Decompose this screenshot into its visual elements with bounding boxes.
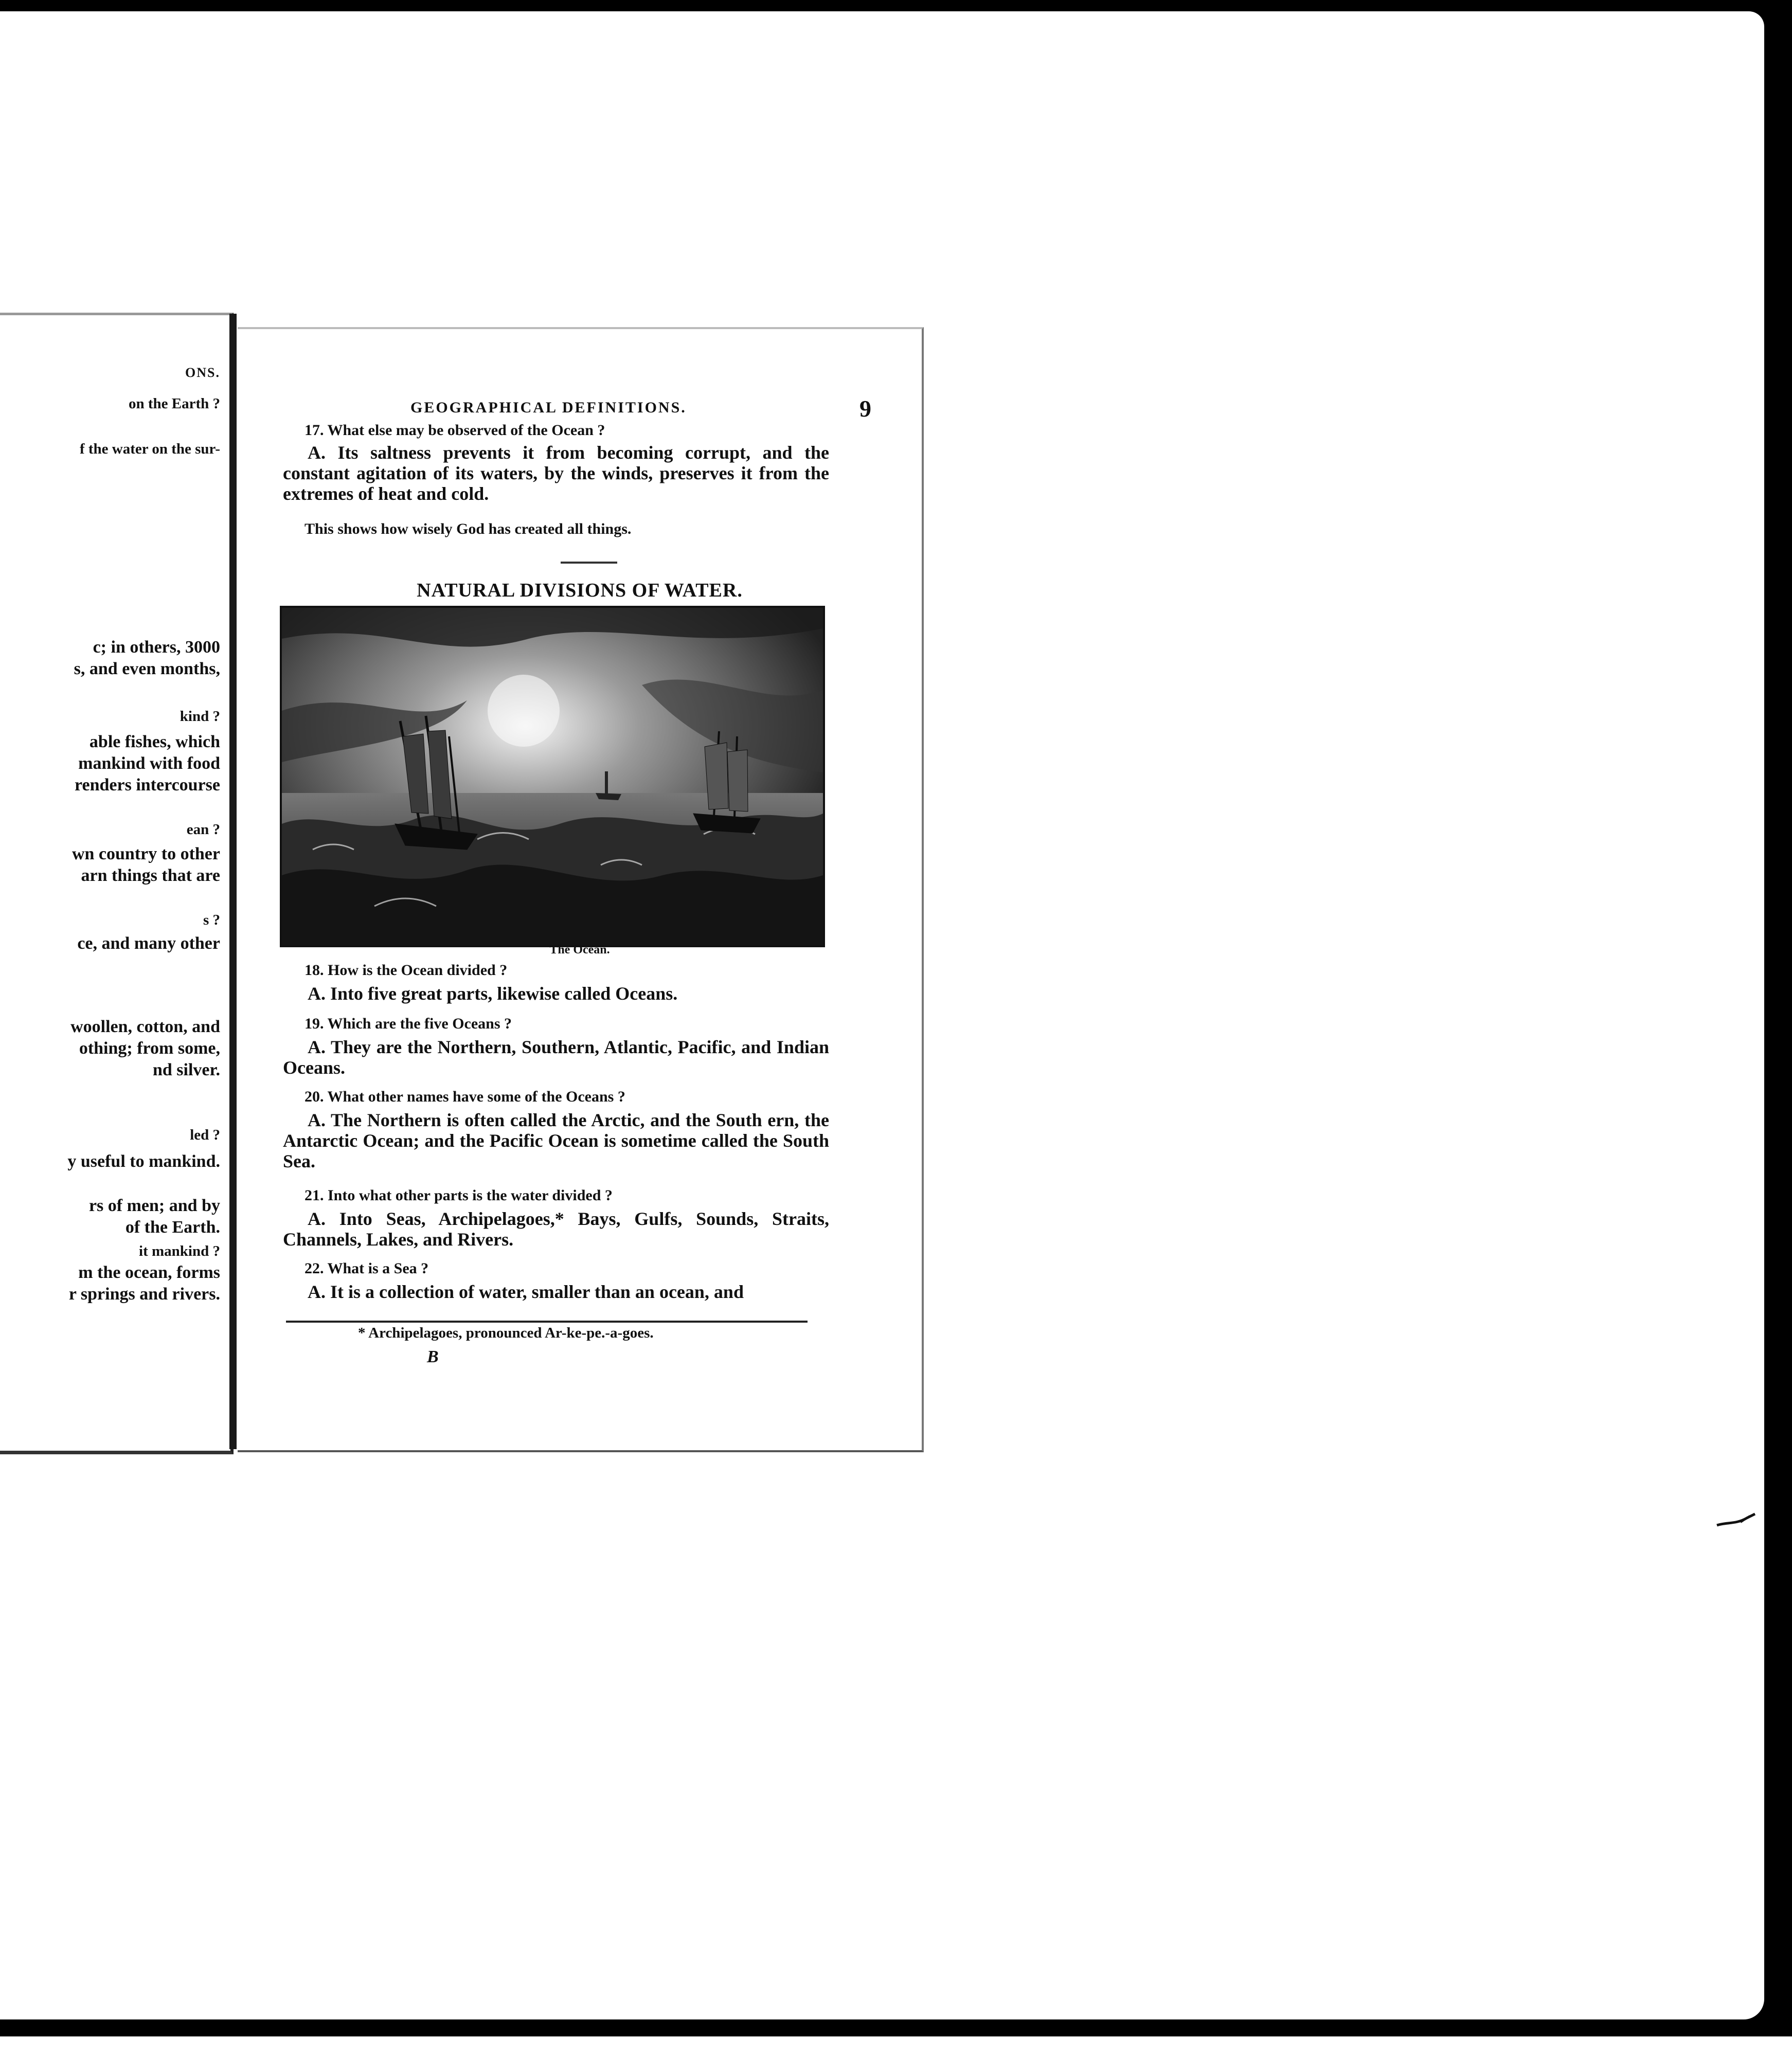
pen-scratch-mark — [1716, 1507, 1757, 1535]
answer-19: A. They are the Northern, Southern, Atlantic, Pacific, and Indian Oceans. — [283, 1037, 829, 1078]
left-page-line: s, and even months, — [74, 659, 220, 678]
moral-note: This shows how wisely God has created all things. — [304, 520, 632, 537]
left-page-line: m the ocean, forms — [78, 1263, 220, 1282]
answer-20: A. The Northern is often called the Arctic, and the South ern, the Antarctic Ocean; and the Pacific Ocean is sometime called the South Sea. — [283, 1110, 829, 1171]
question-20: 20. What other names have some of the Oceans ? — [304, 1088, 625, 1105]
left-page-line: r springs and rivers. — [68, 1285, 220, 1304]
left-page-line: led ? — [190, 1127, 220, 1143]
left-page-line: kind ? — [180, 708, 220, 725]
left-page-line: it mankind ? — [139, 1243, 220, 1259]
answer-17: A. Its saltness prevents it from becoming corrupt, and the constant agitation of its waters, by the winds, preserves it from the extremes of heat and cold. — [283, 442, 829, 504]
left-page — [0, 313, 234, 1454]
question-17: 17. What else may be observed of the Ocean ? — [304, 422, 605, 439]
question-22: 22. What is a Sea ? — [304, 1260, 429, 1277]
question-19: 19. Which are the five Oceans ? — [304, 1015, 512, 1032]
left-page-line: ean ? — [186, 821, 220, 838]
left-page-line: nd silver. — [152, 1060, 220, 1079]
left-page-line: of the Earth. — [125, 1218, 220, 1237]
running-head: GEOGRAPHICAL DEFINITIONS. — [410, 399, 687, 416]
left-page-line: rs of men; and by — [88, 1196, 220, 1215]
left-page-line: woollen, cotton, and — [70, 1017, 220, 1036]
answer-21: A. Into Seas, Archipelagoes,* Bays, Gulfs, Sounds, Straits, Channels, Lakes, and Rivers. — [283, 1208, 829, 1250]
left-page-line: able fishes, which — [89, 732, 220, 751]
ocean-ships-engraving-icon — [282, 608, 823, 945]
footnote: * Archipelagoes, pronounced Ar-ke-pe.-a-goes. — [358, 1325, 654, 1341]
question-21: 21. Into what other parts is the water divided ? — [304, 1187, 613, 1204]
scan-bottom-edge — [0, 2036, 1792, 2057]
engraving-caption: The Ocean. — [549, 943, 610, 957]
left-page-line: renders intercourse — [75, 775, 220, 795]
page-header — [238, 395, 922, 421]
left-page-line: y useful to mankind. — [67, 1152, 220, 1171]
left-page-line: on the Earth ? — [128, 395, 220, 412]
right-page — [238, 327, 924, 1452]
left-page-line: ONS. — [185, 365, 220, 380]
footnote-rule — [286, 1321, 808, 1323]
section-divider — [561, 562, 617, 564]
section-title: NATURAL DIVISIONS OF WATER. — [417, 580, 743, 601]
question-18: 18. How is the Ocean divided ? — [304, 962, 508, 979]
left-page-line: wn country to other — [71, 844, 220, 863]
left-page-line: ce, and many other — [77, 934, 220, 953]
left-page-line: f the water on the sur- — [79, 441, 220, 457]
book-gutter — [229, 314, 237, 1449]
left-page-line: othing; from some, — [79, 1039, 220, 1058]
answer-18: A. Into five great parts, likewise called Oceans. — [308, 983, 678, 1004]
left-page-line: c; in others, 3000 — [93, 638, 220, 657]
left-page-line: arn things that are — [81, 866, 220, 885]
left-page-line: s ? — [203, 912, 220, 928]
ocean-ships-engraving — [280, 606, 825, 947]
pen-scratch-icon — [1716, 1507, 1757, 1532]
page-number: 9 — [859, 395, 871, 422]
answer-22: A. It is a collection of water, smaller than an ocean, and — [308, 1282, 744, 1302]
left-page-line: mankind with food — [78, 754, 220, 773]
signature-mark: B — [427, 1347, 439, 1366]
